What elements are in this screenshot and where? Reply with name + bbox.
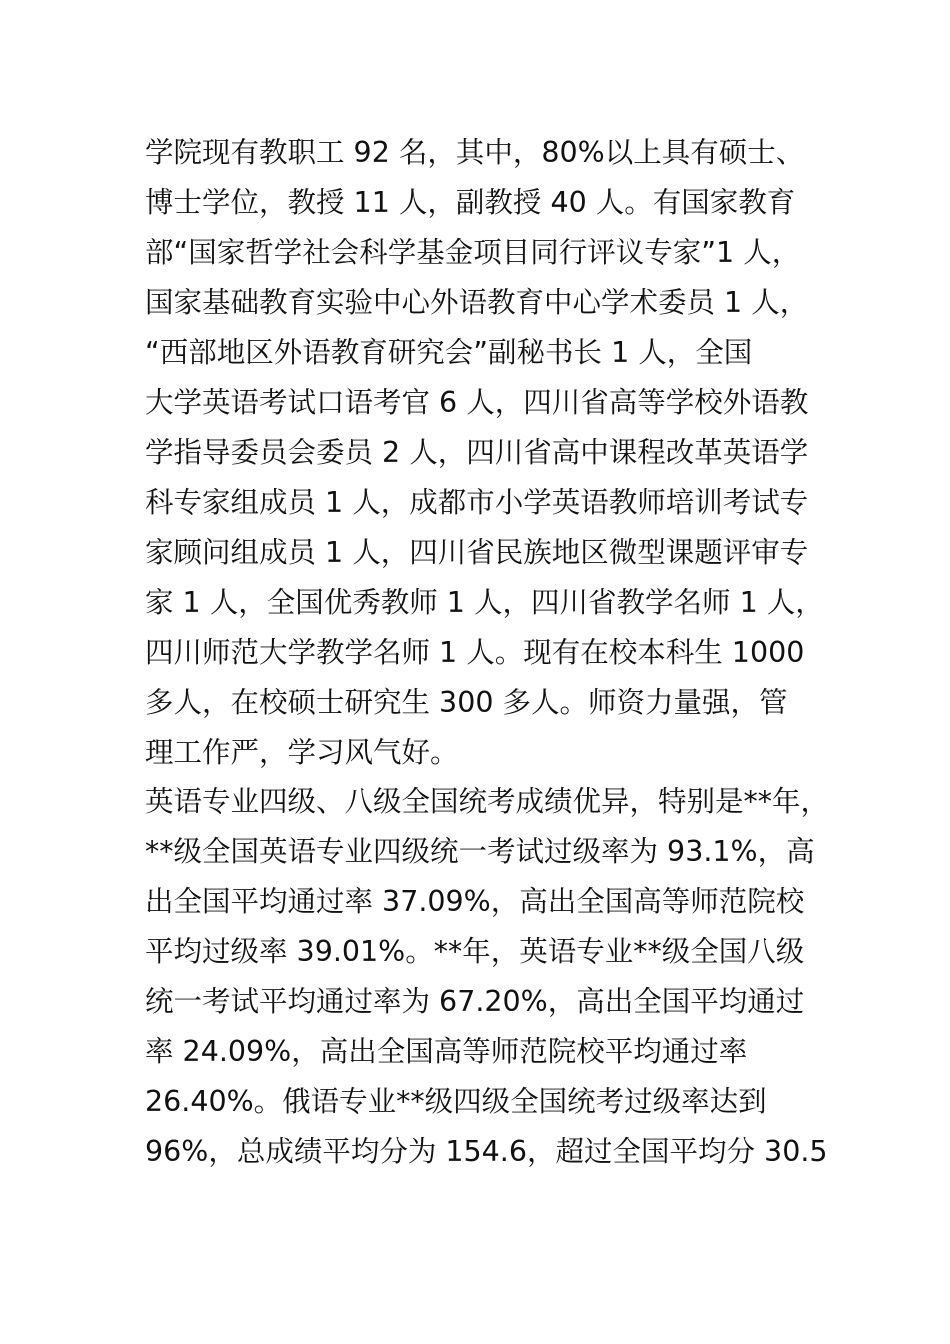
text-line: 部“国家哲学社会科学基金项目同行评议专家”1 人，	[145, 236, 801, 269]
text-line: 学指导委员会委员 2 人，四川省高中课程改革英语学	[145, 436, 809, 469]
text-line: 家 1 人，全国优秀教师 1 人，四川省教学名师 1 人，	[145, 586, 824, 619]
text-line: 科专家组成员 1 人，成都市小学英语教师培训考试专	[145, 486, 809, 519]
text-line: 学院现有教职工 92 名，其中，80%以上具有硕士、	[145, 136, 805, 169]
paragraph-exam-results	[145, 777, 830, 1177]
text-line: 博士学位，教授 11 人，副教授 40 人。有国家教育	[145, 186, 796, 219]
text-line: **级全国英语专业四级统一考试过级率为 93.1%，高	[145, 835, 815, 868]
text-line: 国家基础教育实验中心外语教育中心学术委员 1 人，	[145, 286, 809, 319]
text-line: 平均过级率 39.01%。**年，英语专业**级全国八级	[145, 935, 805, 968]
text-line: 出全国平均通过率 37.09%，高出全国高等师范院校	[145, 885, 805, 918]
text-line: 理工作严，学习风气好。	[145, 736, 459, 769]
text-line: 多人，在校硕士研究生 300 多人。师资力量强，管	[145, 686, 788, 719]
text-line: 四川师范大学教学名师 1 人。现有在校本科生 1000	[145, 636, 805, 669]
text-line: 26.40%。俄语专业**级四级全国统考过级率达到	[145, 1085, 767, 1118]
paragraph-faculty	[145, 128, 825, 778]
text-line: 率 24.09%，高出全国高等师范院校平均通过率	[145, 1035, 748, 1068]
text-line: 96%，总成绩平均分为 154.6，超过全国平均分 30.5	[145, 1135, 828, 1168]
text-line: 统一考试平均通过率为 67.20%，高出全国平均通过	[145, 985, 805, 1018]
text-line: 家顾问组成员 1 人，四川省民族地区微型课题评审专	[145, 536, 809, 569]
text-line: “西部地区外语教育研究会”副秘书长 1 人，全国	[145, 336, 753, 369]
text-line: 大学英语考试口语考官 6 人，四川省高等学校外语教	[145, 386, 809, 419]
text-line: 英语专业四级、八级全国统考成绩优异，特别是**年，	[145, 785, 830, 818]
